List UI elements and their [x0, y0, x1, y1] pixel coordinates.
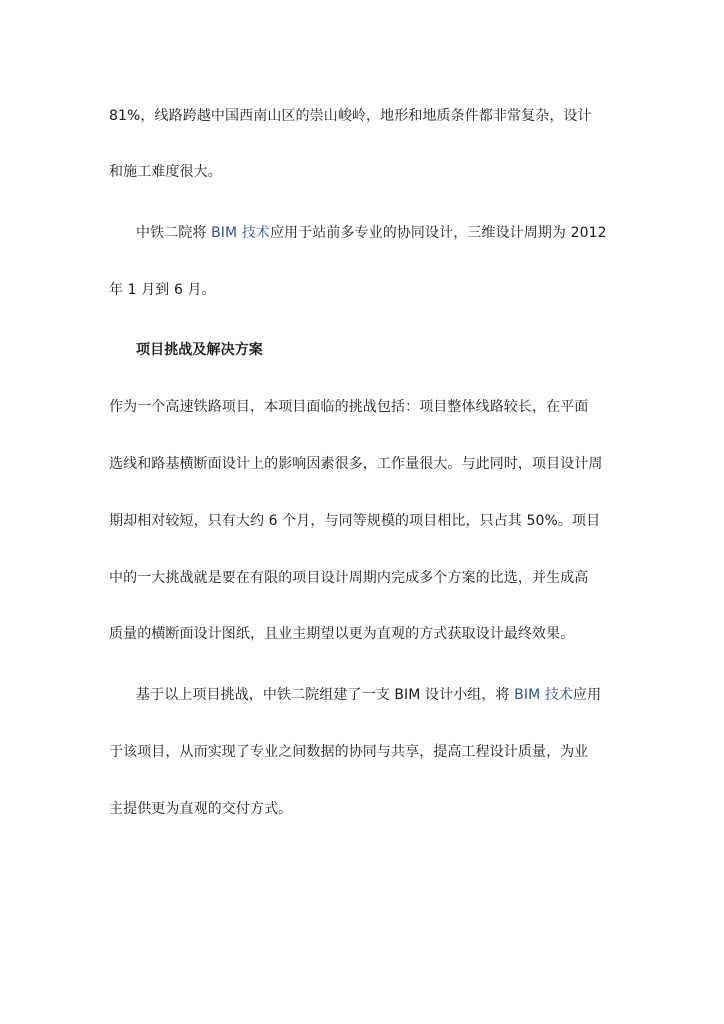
paragraph-3-line-4: 中的一大挑战就是要在有限的项目设计周期内完成多个方案的比选，并生成高: [109, 570, 589, 586]
paragraph-1-line-2: 和施工难度很大。: [109, 164, 222, 180]
paragraph-1-line-1: 81%，线路跨越中国西南山区的崇山峻岭，地形和地质条件都非常复杂，设计: [109, 108, 592, 124]
paragraph-4-line-1: [136, 685, 601, 705]
paragraph-4-line-3: 主提供更为直观的交付方式。: [109, 801, 293, 817]
paragraph-4-text-after-link: 应用: [573, 687, 602, 703]
paragraph-2-line-2: 年 1 月到 6 月。: [109, 282, 216, 298]
paragraph-4-text-before-link: 基于以上项目挑战，中铁二院组建了一支 BIM 设计小组，将: [136, 687, 515, 703]
paragraph-3-line-1: 作为一个高速铁路项目，本项目面临的挑战包括：项目整体线路较长，在平面: [109, 399, 589, 415]
paragraph-3-line-3: 期却相对较短，只有大约 6 个月，与同等规模的项目相比，只占其 50%。项目: [109, 513, 601, 529]
paragraph-2-line-1: [136, 223, 607, 243]
paragraph-4-line-2: 于该项目，从而实现了专业之间数据的协同与共享，提高工程设计质量，为业: [109, 744, 589, 760]
paragraph-2-text-before-link: 中铁二院将: [136, 225, 212, 241]
bim-technology-link-2[interactable]: BIM 技术: [514, 687, 574, 703]
bim-technology-link[interactable]: BIM 技术: [211, 225, 270, 241]
paragraph-3-line-5: 质量的横断面设计图纸，且业主期望以更为直观的方式获取设计最终效果。: [109, 626, 575, 642]
paragraph-3-line-2: 选线和路基横断面设计上的影响因素很多，工作量很大。与此同时，项目设计周: [109, 456, 603, 472]
paragraph-2-text-after-link: 应用于站前多专业的协同设计，三维设计周期为 2012: [269, 225, 607, 241]
section-heading: 项目挑战及解决方案: [136, 342, 263, 358]
